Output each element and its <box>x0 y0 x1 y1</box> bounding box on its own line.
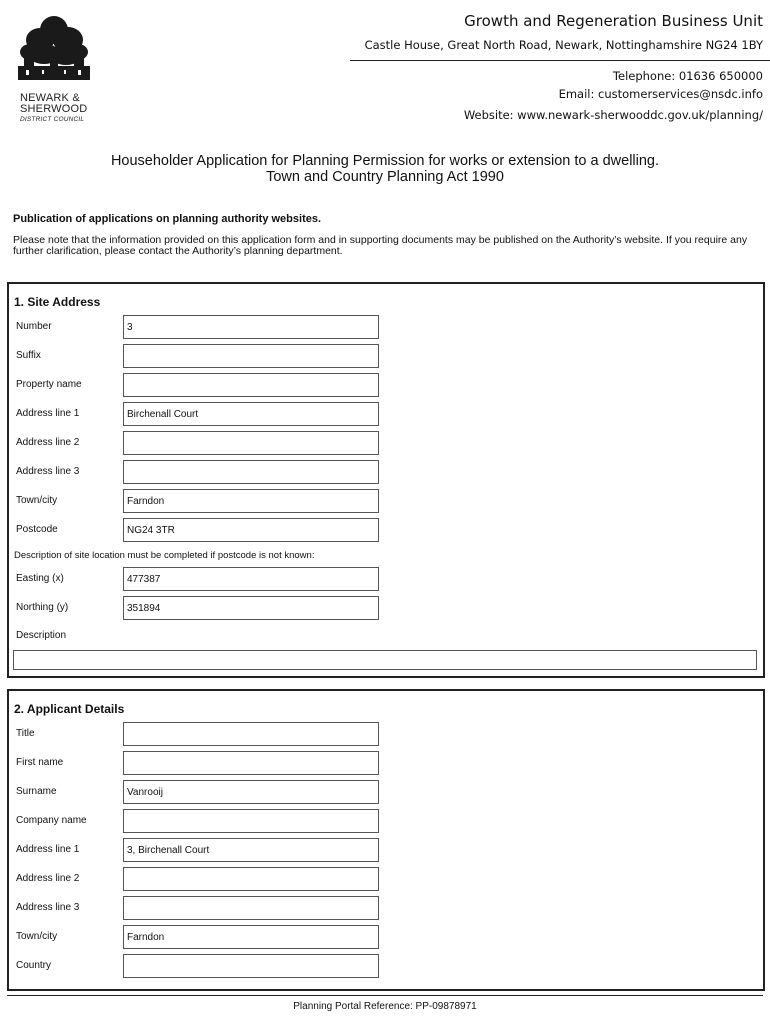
field-label: Address line 2 <box>16 873 80 884</box>
field-row <box>9 838 763 864</box>
postcode-field[interactable]: NG24 3TR <box>123 518 379 542</box>
field-label: Address line 3 <box>16 466 80 477</box>
country-field[interactable] <box>123 954 379 978</box>
field-row <box>9 489 763 515</box>
footer-divider <box>7 995 763 996</box>
field-label: Address line 1 <box>16 408 80 419</box>
field-label: Number <box>16 321 52 332</box>
field-row <box>9 460 763 486</box>
field-label: Northing (y) <box>16 602 69 613</box>
unit-name: Growth and Regeneration Business Unit <box>464 12 763 30</box>
telephone: Telephone: 01636 650000 <box>612 69 763 83</box>
field-row <box>9 954 763 980</box>
title-field[interactable] <box>123 722 379 746</box>
publication-body: Please note that the information provided on this application form and in supporting documents may be published on the Authority’s website. If you require any further clarification, please contact the Authority’s planning department. <box>13 234 748 257</box>
field-row <box>9 373 763 399</box>
town-city-field[interactable]: Farndon <box>123 489 379 513</box>
field-row <box>9 344 763 370</box>
tree-castle-logo-icon <box>14 10 94 90</box>
field-label: Suffix <box>16 350 41 361</box>
address-line-3-field[interactable] <box>123 896 379 920</box>
email: Email: customerservices@nsdc.info <box>558 87 763 101</box>
address-line-3-field[interactable] <box>123 460 379 484</box>
field-row <box>9 315 763 341</box>
field-label: Address line 2 <box>16 437 80 448</box>
field-label: Property name <box>16 379 82 390</box>
surname-field[interactable]: Vanrooij <box>123 780 379 804</box>
suffix-field[interactable] <box>123 344 379 368</box>
field-row <box>9 722 763 748</box>
town-city-field[interactable]: Farndon <box>123 925 379 949</box>
address-line-1-field[interactable]: 3, Birchenall Court <box>123 838 379 862</box>
address-line-2-field[interactable] <box>123 431 379 455</box>
header-divider <box>350 60 770 61</box>
field-label: First name <box>16 757 64 768</box>
address-line-1-field[interactable]: Birchenall Court <box>123 402 379 426</box>
field-label: Country <box>16 960 52 971</box>
field-row <box>9 596 763 622</box>
field-label: Address line 3 <box>16 902 80 913</box>
site-address-section <box>7 282 765 678</box>
council-logo <box>14 10 94 128</box>
planning-portal-reference: Planning Portal Reference: PP-09878971 <box>293 1001 477 1012</box>
field-label: Surname <box>16 786 57 797</box>
logo-line-2: SHERWOOD <box>20 103 88 115</box>
publication-heading: Publication of applications on planning authority websites. <box>13 213 322 225</box>
northing-field[interactable]: 351894 <box>123 596 379 620</box>
first-name-field[interactable] <box>123 751 379 775</box>
field-row <box>9 431 763 457</box>
location-note: Description of site location must be completed if postcode is not known: <box>14 550 315 561</box>
description-label: Description <box>16 630 67 641</box>
field-label: Address line 1 <box>16 844 80 855</box>
number-field[interactable]: 3 <box>123 315 379 339</box>
field-row <box>9 925 763 951</box>
field-row <box>9 567 763 593</box>
field-row <box>9 809 763 835</box>
logo-line-1: NEWARK & <box>20 92 80 104</box>
applicant-details-section <box>7 689 765 991</box>
field-row <box>9 751 763 777</box>
field-row <box>9 518 763 544</box>
section-title: 2. Applicant Details <box>14 702 125 716</box>
form-title-line-1: Householder Application for Planning Permission for works or extension to a dwelling. <box>110 153 660 169</box>
section-title: 1. Site Address <box>14 295 101 309</box>
address-line-2-field[interactable] <box>123 867 379 891</box>
company-name-field[interactable] <box>123 809 379 833</box>
field-label: Easting (x) <box>16 573 64 584</box>
property-name-field[interactable] <box>123 373 379 397</box>
logo-line-3: DISTRICT COUNCIL <box>20 116 85 123</box>
field-label: Title <box>16 728 35 739</box>
field-label: Company name <box>16 815 87 826</box>
website: Website: www.newark-sherwooddc.gov.uk/planning/ <box>463 108 763 122</box>
easting-field[interactable]: 477387 <box>123 567 379 591</box>
description-field[interactable] <box>13 650 757 670</box>
field-label: Postcode <box>16 524 58 535</box>
council-address: Castle House, Great North Road, Newark, Nottinghamshire NG24 1BY <box>364 38 763 52</box>
form-title-line-2: Town and Country Planning Act 1990 <box>266 169 504 185</box>
field-row <box>9 867 763 893</box>
field-row <box>9 780 763 806</box>
field-label: Town/city <box>16 931 58 942</box>
field-label: Town/city <box>16 495 58 506</box>
field-row <box>9 896 763 922</box>
field-row <box>9 402 763 428</box>
